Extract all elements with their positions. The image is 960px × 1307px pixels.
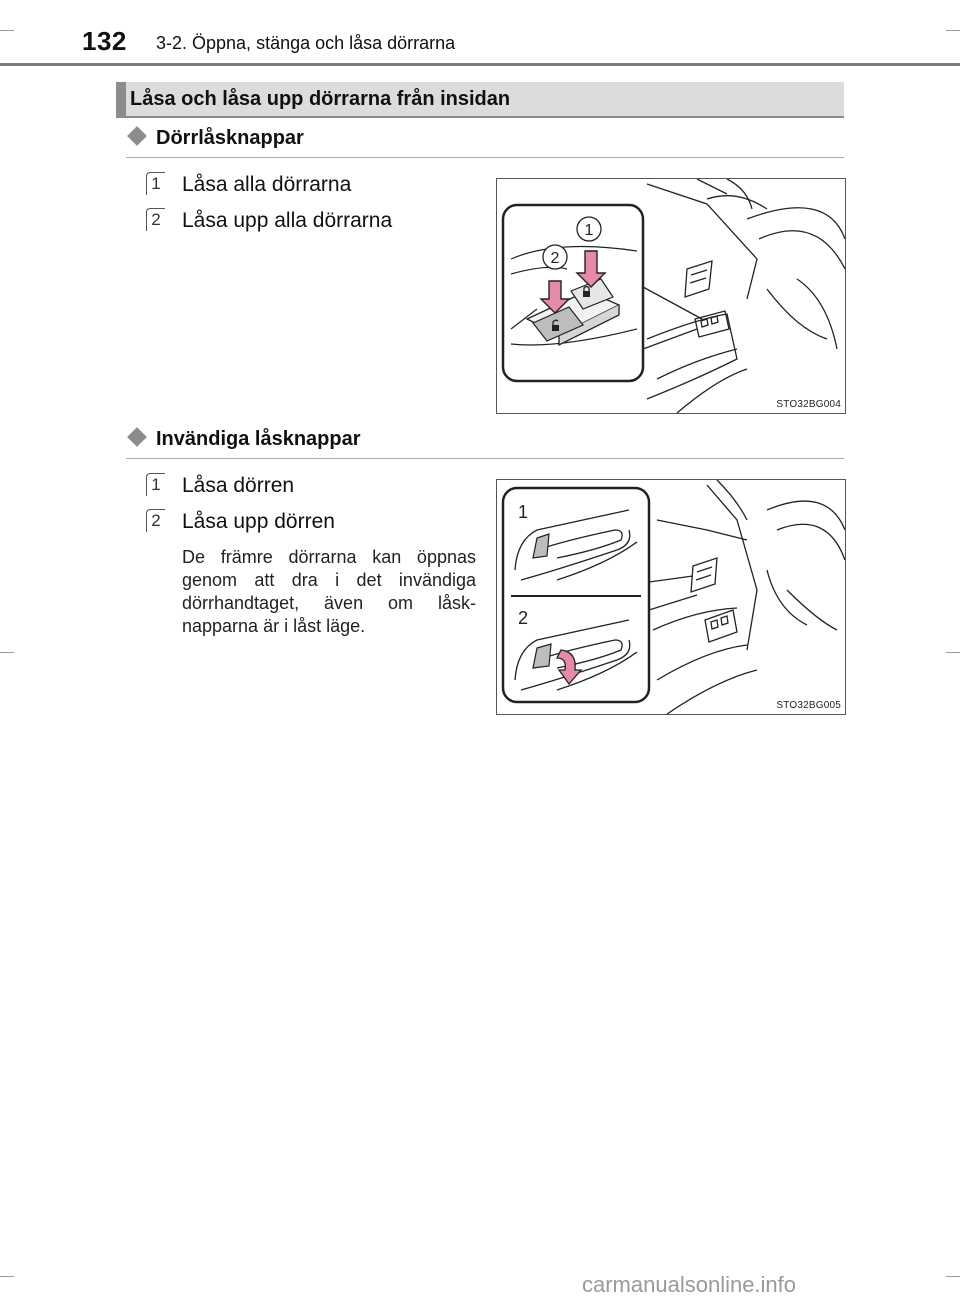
figure-door-lock-switches	[496, 178, 846, 414]
trim-mark	[946, 1276, 960, 1277]
chapter-title: 3-2. Öppna, stänga och låsa dörrarna	[156, 33, 456, 53]
section-title: Låsa och låsa upp dörrarna från insidan	[130, 88, 511, 110]
door-lock-switch-illustration	[497, 179, 845, 413]
list-item: Låsa dörren	[182, 474, 295, 497]
item-number-badge: 1	[146, 473, 165, 496]
page-number: 132	[82, 26, 127, 56]
figure-callout-label: 1	[517, 502, 529, 522]
subsection-rule	[126, 157, 844, 158]
item-number-badge: 2	[146, 509, 165, 532]
trim-mark	[0, 1276, 14, 1277]
figure-callout-label: 1	[584, 222, 594, 239]
section-title-bar	[116, 82, 844, 118]
subsection-heading-door-lock-switches	[126, 127, 304, 150]
list-item: Låsa alla dörrarna	[182, 173, 352, 196]
item-number-badge: 1	[146, 172, 165, 195]
figure-code: STO32BG005	[776, 700, 841, 711]
diamond-bullet-icon	[127, 427, 147, 447]
subsection-rule	[126, 458, 844, 459]
subsection-heading-inside-lock-buttons	[126, 428, 361, 451]
trim-mark	[0, 652, 14, 653]
list-item: Låsa upp dörren	[182, 510, 335, 533]
item-number-badge: 2	[146, 208, 165, 231]
trim-mark	[946, 30, 960, 31]
trim-mark	[946, 652, 960, 653]
subsection-heading-text: Dörrlåsknappar	[156, 127, 304, 149]
section-accent	[116, 82, 126, 118]
figure-callout-label: 2	[517, 608, 529, 628]
footer-watermark: carmanualsonline.info	[582, 1272, 797, 1297]
diamond-bullet-icon	[127, 126, 147, 146]
trim-mark	[0, 30, 14, 31]
subsection-heading-text: Invändiga låsknappar	[156, 428, 361, 450]
figure-callout-label: 2	[550, 250, 560, 267]
list-item: Låsa upp alla dörrarna	[182, 209, 393, 232]
inside-lock-button-illustration	[497, 480, 845, 714]
figure-inside-lock-buttons	[496, 479, 846, 715]
header-rule	[0, 63, 960, 66]
note-paragraph: De främre dörrarna kan öppnas genom att dra i det invändiga dörrhandtaget, även om låsk-napparna är i låst läge.	[182, 547, 476, 636]
figure-code: STO32BG004	[776, 399, 841, 410]
